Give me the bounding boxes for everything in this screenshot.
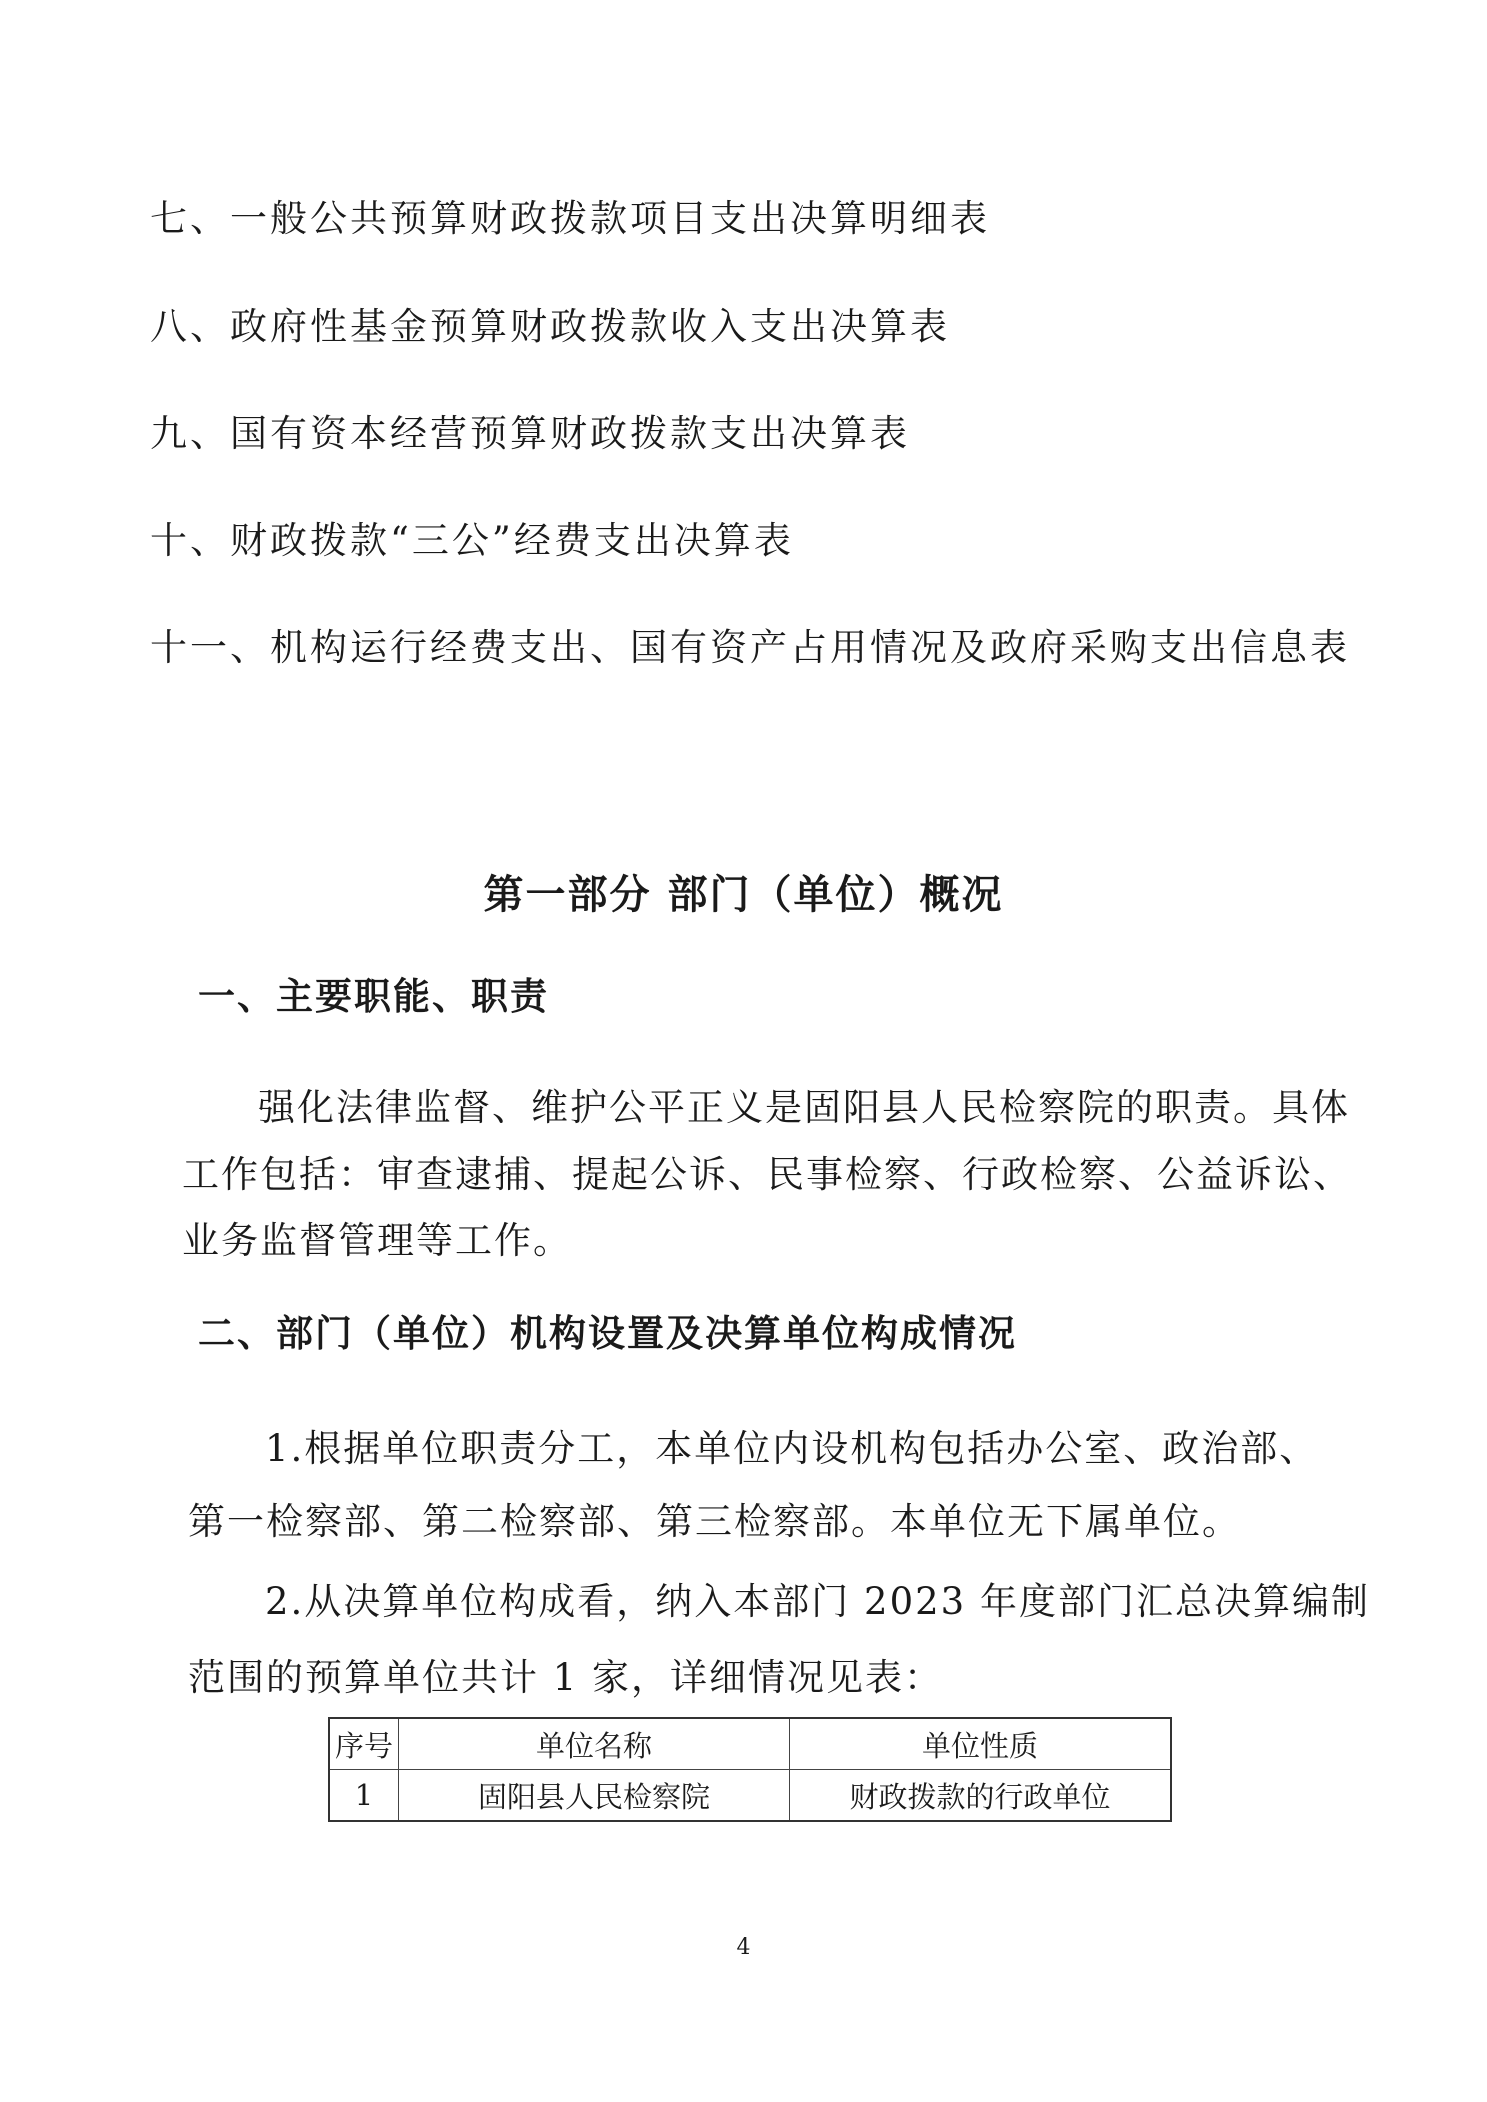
toc-item: 十、财政拨款“三公”经费支出决算表 (150, 519, 794, 562)
column-header-unit-type: 单位性质 (790, 1718, 1172, 1770)
paragraph-line: 工作包括：审查逮捕、提起公诉、民事检察、行政检察、公益诉讼、 (182, 1153, 1352, 1196)
table-cell: 固阳县人民检察院 (399, 1770, 790, 1822)
paragraph-line: 范围的预算单位共计 1 家，详细情况见表： (188, 1656, 944, 1699)
part-title: 第一部分 部门（单位）概况 (483, 872, 1004, 918)
toc-item: 九、国有资本经营预算财政拨款支出决算表 (150, 412, 910, 455)
paragraph-line: 强化法律监督、维护公平正义是固阳县人民检察院的职责。具体 (258, 1086, 1350, 1129)
column-header-index: 序号 (329, 1718, 399, 1770)
page-number: 4 (736, 1935, 751, 1960)
unit-table (328, 1717, 1172, 1822)
section-heading-structure: 二、部门（单位）机构设置及决算单位构成情况 (198, 1312, 1017, 1355)
table-header-row (329, 1718, 1171, 1770)
table-cell: 1 (329, 1770, 399, 1822)
table-row (329, 1770, 1171, 1822)
paragraph-line: 1.根据单位职责分工，本单位内设机构包括办公室、政治部、 (265, 1427, 1319, 1470)
paragraph-line: 2.从决算单位构成看，纳入本部门 2023 年度部门汇总决算编制 (265, 1580, 1370, 1623)
toc-item: 八、政府性基金预算财政拨款收入支出决算表 (150, 305, 950, 348)
toc-item: 七、一般公共预算财政拨款项目支出决算明细表 (150, 197, 990, 240)
table-cell: 财政拨款的行政单位 (790, 1770, 1172, 1822)
section-heading-functions: 一、主要职能、职责 (198, 975, 549, 1018)
column-header-unit-name: 单位名称 (399, 1718, 790, 1770)
toc-item: 十一、机构运行经费支出、国有资产占用情况及政府采购支出信息表 (150, 626, 1350, 669)
paragraph-line: 业务监督管理等工作。 (182, 1219, 572, 1262)
paragraph-line: 第一检察部、第二检察部、第三检察部。本单位无下属单位。 (188, 1500, 1241, 1543)
